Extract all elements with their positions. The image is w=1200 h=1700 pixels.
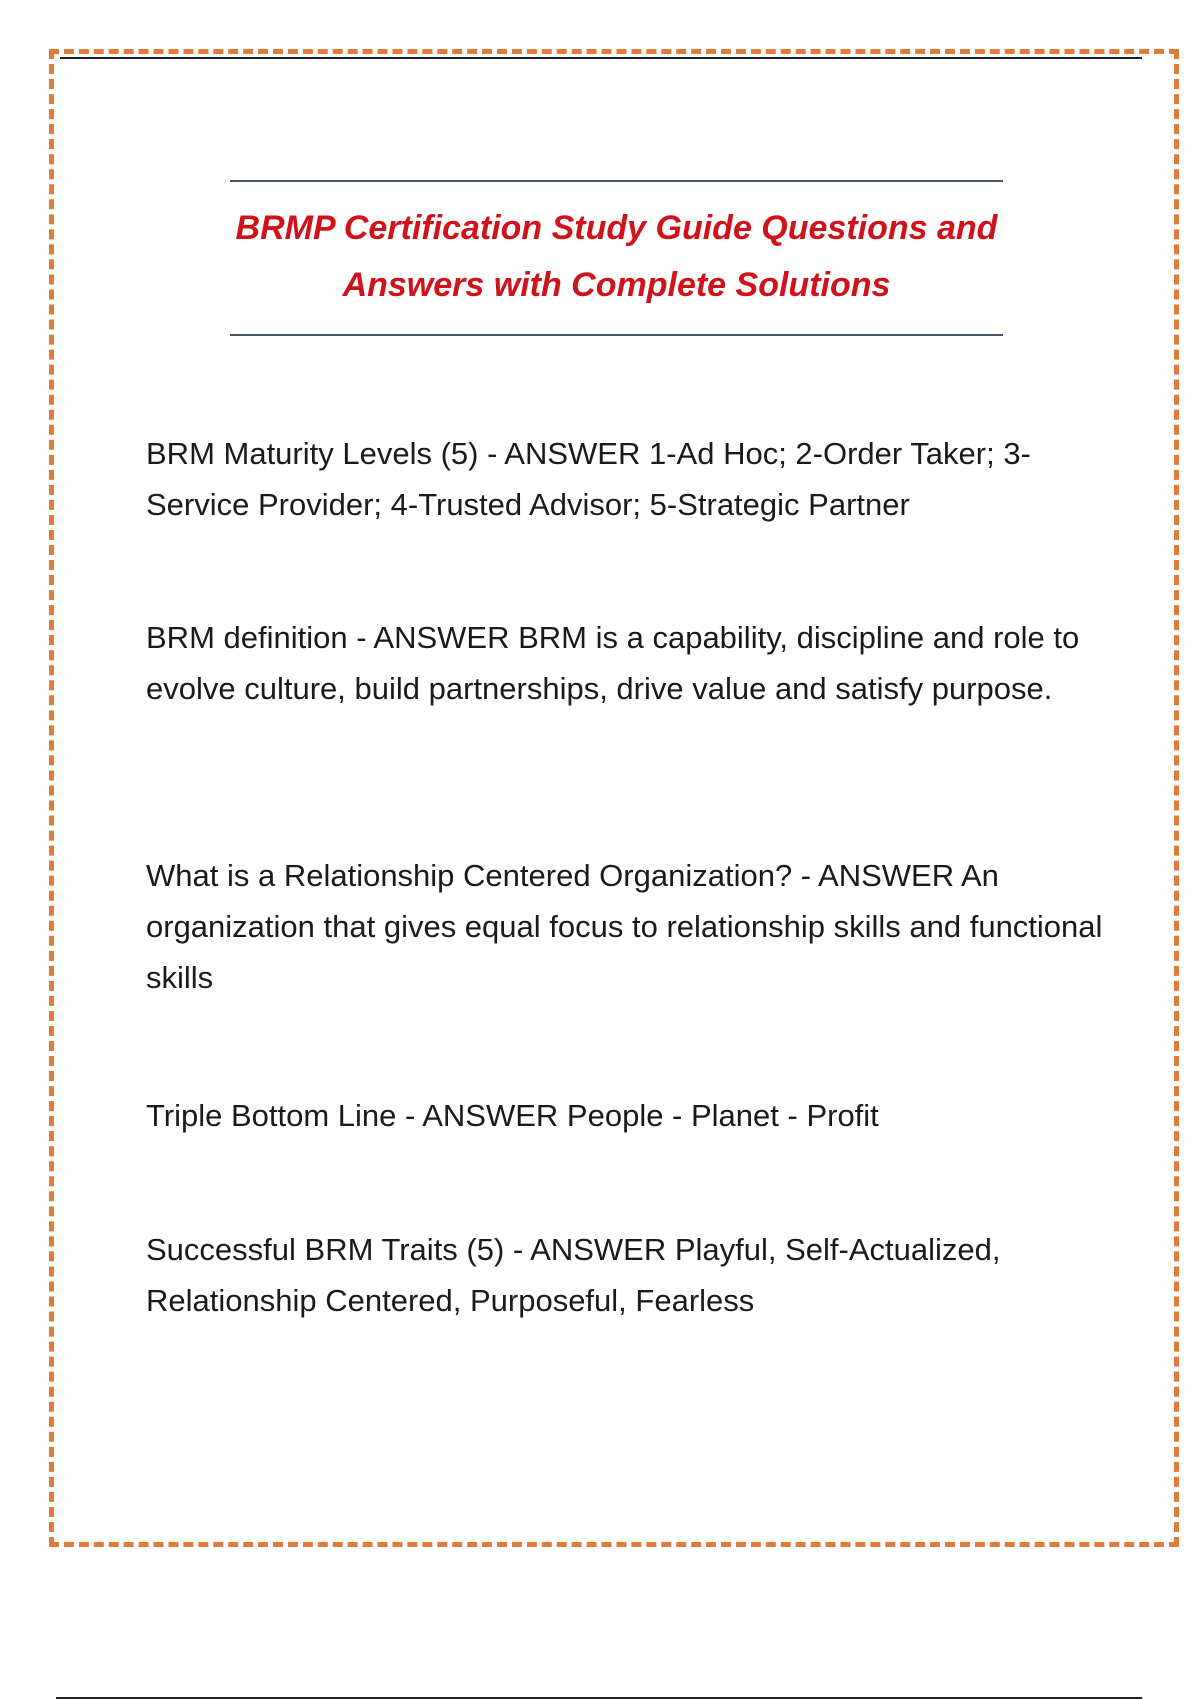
qa-entry-brm-traits: Successful BRM Traits (5) - ANSWER Playful, Self-Actualized, Relationship Centered, Purposeful, Fearless	[146, 1232, 1001, 1318]
page-title: BRMP Certification Study Guide Questions and Answers with Complete Solutions	[235, 209, 998, 304]
qa-entry-triple-bottom-line: Triple Bottom Line - ANSWER People - Planet - Profit	[146, 1098, 879, 1133]
page-bottom-rule	[56, 1697, 1142, 1699]
title-bottom-rule	[230, 334, 1003, 336]
qa-entry-brm-definition: BRM definition - ANSWER BRM is a capability, discipline and role to evolve culture, build partnerships, drive value and satisfy purpose.	[146, 620, 1080, 706]
qa-entry-maturity-levels: BRM Maturity Levels (5) - ANSWER 1-Ad Hoc; 2-Order Taker; 3-Service Provider; 4-Trusted Advisor; 5-Strategic Partner	[146, 436, 1031, 522]
qa-entry-relationship-centered-org: What is a Relationship Centered Organization? - ANSWER An organization that gives equal focus to relationship skills and functional skills	[146, 858, 1103, 995]
title-block	[230, 180, 1003, 336]
